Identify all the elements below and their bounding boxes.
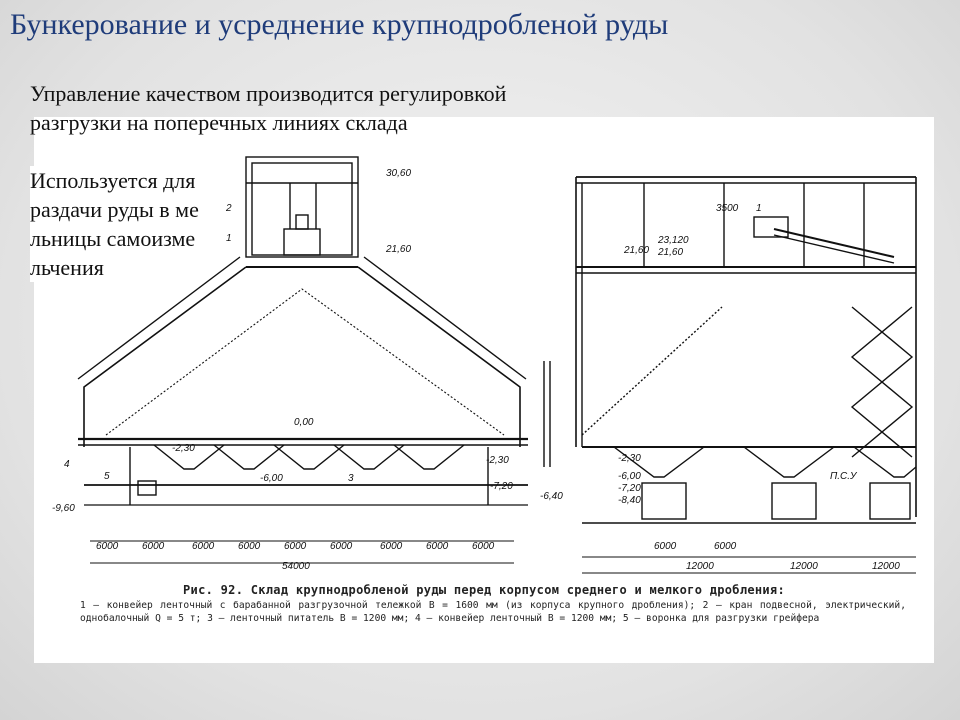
r-dim-1: 6000 (654, 541, 677, 552)
r-elev-minus-2-30: -2,30 (618, 453, 641, 464)
r-elev-minus-6-00: -6,00 (618, 471, 641, 482)
dim-7: 6000 (380, 541, 403, 552)
bunker-hoppers (154, 445, 464, 469)
figure-caption (34, 583, 934, 625)
r-label-psu: П.С.У (830, 471, 857, 482)
r-span-3: 12000 (872, 561, 900, 572)
slide-title: Бункерование и усреднение крупнодробленой руды (10, 8, 669, 41)
caption-body: 1 — конвейер ленточный с барабанной разгрузочной тележкой B = 1600 мм (из корпуса крупного дробления); 2 — кран подвесной, электрический, однобалочный Q = 5 т; 3 — ленточный питатель B = 1200 мм; 4 — конвейер ленточный B = 1200 мм; 5 — воронка для разгрузки грейфера (80, 600, 906, 624)
elev-minus-6-00: -6,00 (260, 473, 283, 484)
ore-pile (106, 289, 504, 435)
dim-6: 6000 (330, 541, 353, 552)
dim-2: 6000 (142, 541, 165, 552)
elev-30-60: 30,60 (386, 168, 412, 179)
r-elev-21-60-a: 21,60 (624, 245, 650, 256)
r-dim-2: 6000 (714, 541, 737, 552)
callout-4: 4 (64, 459, 70, 470)
gallery-frame (246, 157, 358, 257)
r-elev-23-120: 23,120 (658, 235, 689, 246)
quality-text: Управление качеством производится регулировкой разгрузки на поперечных линиях склада (30, 81, 507, 135)
dim-1: 6000 (96, 541, 119, 552)
dim-9: 6000 (472, 541, 495, 552)
elev-minus-6-40: -6,40 (540, 491, 563, 502)
dim-8: 6000 (426, 541, 449, 552)
r-elev-minus-8-40: -8,40 (618, 495, 641, 506)
dim-4: 6000 (238, 541, 261, 552)
r-elev-minus-7-20: -7,20 (618, 483, 641, 494)
caption-title: Рис. 92. Склад крупнодробленой руды перед корпусом среднего и мелкого дробления: (183, 583, 785, 597)
callout-2: 2 (226, 203, 232, 214)
r-span-2: 12000 (790, 561, 818, 572)
elev-0-00: 0,00 (294, 417, 314, 428)
r-elev-21-60-b: 21,60 (658, 247, 684, 258)
callout-5: 5 (104, 471, 110, 482)
elev-minus-2-30-a: -2,30 (172, 443, 195, 454)
dim-5: 6000 (284, 541, 307, 552)
elev-minus-2-30-b: -2,30 (486, 455, 509, 466)
elev-21-60: 21,60 (386, 244, 412, 255)
dim-3: 6000 (192, 541, 215, 552)
elev-minus-7-20: -7,20 (490, 481, 513, 492)
r-span-1: 12000 (686, 561, 714, 572)
callout-3: 3 (348, 473, 354, 484)
callout-1: 1 (226, 233, 232, 244)
r-dim-3500: 3500 (716, 203, 739, 214)
dim-total: 54000 (282, 561, 310, 572)
r-callout-1: 1 (756, 203, 762, 214)
elev-minus-9-60: -9,60 (52, 503, 75, 514)
usage-text: Используется для раздачи руды в мельницы самоизмельчения (30, 166, 205, 282)
